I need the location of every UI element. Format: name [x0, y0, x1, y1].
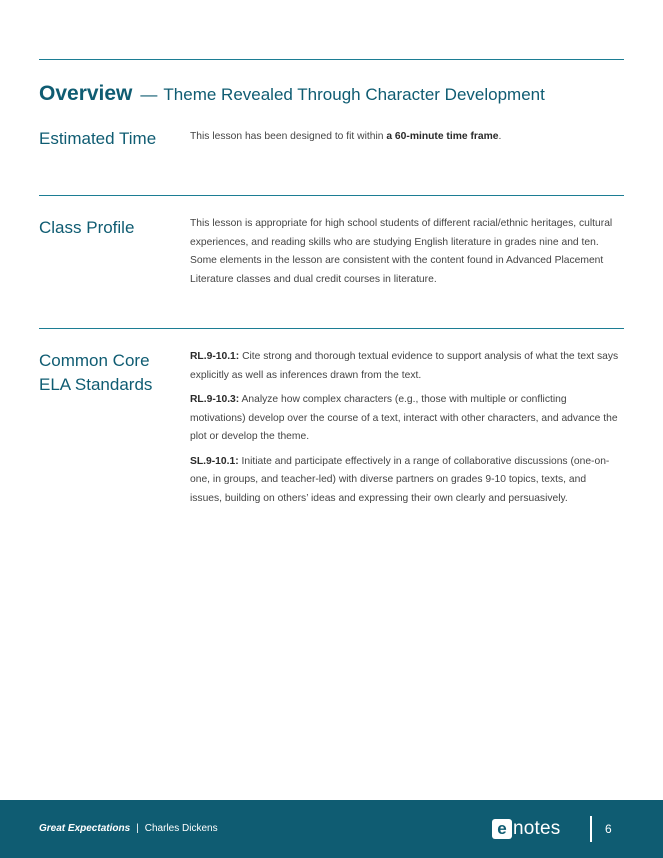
enotes-wordmark: notes — [513, 818, 561, 839]
standard-item: RL.9-10.1: Cite strong and thorough textual evidence to support analysis of what the text says explicitly as well as inferences drawn from the text. — [190, 351, 619, 381]
title-dash: — — [140, 85, 158, 104]
standards-heading: Common Core ELA Standards — [39, 351, 153, 394]
standard-item: SL.9-10.1: Initiate and participate effectively in a range of collaborative discussions (one-on-one, in groups, and teacher-led) with diverse partners on grades 9-10 topics, texts, and issues, building on others’ ideas and expressing their own clearly and persuasively. — [190, 455, 610, 504]
page-number: 6 — [605, 822, 612, 836]
divider-rule — [39, 328, 624, 329]
estimated-time-heading: Estimated Time — [39, 129, 157, 148]
page-footer — [0, 800, 663, 858]
standard-code: RL.9-10.3: — [190, 394, 240, 405]
book-title: Great Expectations — [39, 823, 131, 834]
top-rule — [39, 59, 624, 60]
class-profile-heading: Class Profile — [39, 218, 135, 237]
divider-rule — [39, 195, 624, 196]
book-author: Charles Dickens — [144, 823, 218, 834]
overview-label: Overview — [39, 82, 133, 105]
enotes-e-mark: e — [492, 819, 512, 839]
standards-list — [190, 348, 620, 514]
page-title — [39, 82, 629, 106]
standard-code: RL.9-10.1: — [190, 351, 240, 362]
standard-code: SL.9-10.1: — [190, 455, 239, 467]
book-credit — [39, 823, 218, 834]
enotes-logo — [492, 817, 560, 841]
footer-divider — [590, 816, 592, 842]
class-profile-text: This lesson is appropriate for high school students of different racial/ethnic heritages, cultural experiences, and reading skills who are studying English literature in grades nine and ten. Some elements in the lesson are consistent with the content found in Advanced Placement Literature classes and dual credit courses in literature. — [190, 218, 613, 285]
page-subtitle: Theme Revealed Through Character Development — [163, 85, 545, 104]
footer-separator: | — [136, 823, 139, 834]
estimated-time-text: This lesson has been designed to fit within a 60-minute time frame. — [190, 131, 502, 142]
standard-item: RL.9-10.3: Analyze how complex characters (e.g., those with multiple or conflicting motivations) develop over the course of a text, interact with other characters, and advance the plot or develop the theme. — [190, 394, 618, 442]
time-frame-emphasis: a 60-minute time frame — [386, 131, 499, 142]
